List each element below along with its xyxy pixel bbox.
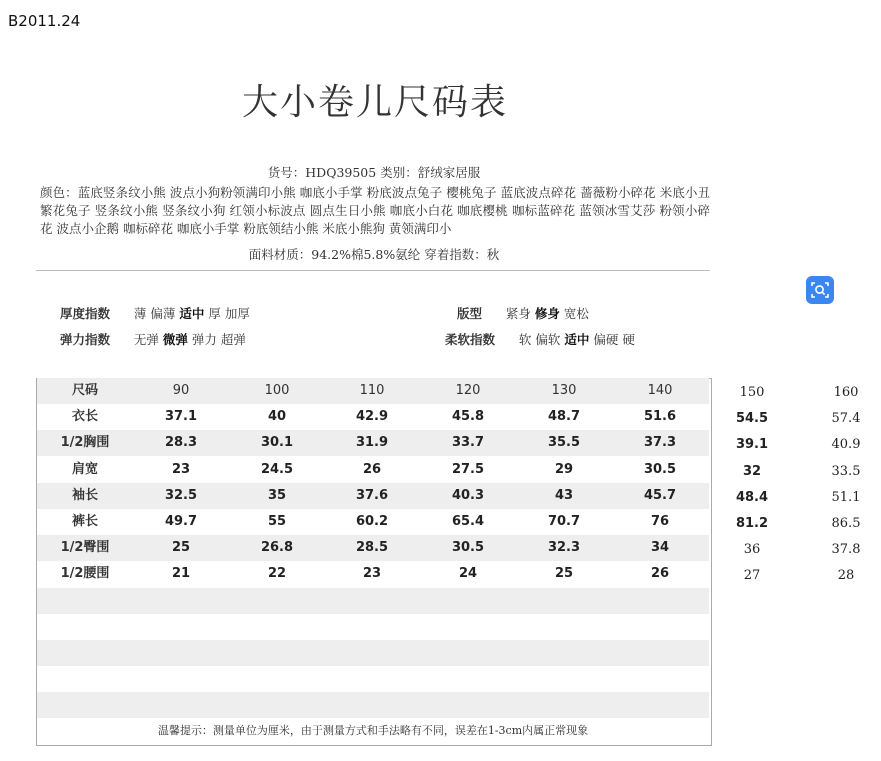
material-line: 面料材质：94.2%棉5.8%氨纶 穿着指数：秋 [248, 247, 500, 262]
table-header-size: 130 [551, 383, 577, 398]
table-row-label: 衣长 [71, 409, 98, 425]
attr-option: 偏薄 [150, 306, 176, 321]
attr-option-selected: 微弹 [162, 332, 188, 347]
attr-label: 弹力指数 [60, 332, 111, 347]
table-cell: 76 [650, 514, 670, 529]
table-cell: 70.7 [547, 514, 581, 529]
table-cell: 30.5 [643, 461, 677, 477]
table-cell: 37.3 [643, 435, 677, 451]
table-cell: 60.2 [355, 514, 389, 529]
table-row-label: 1/2臀围 [60, 540, 110, 556]
table-header-label: 尺码 [71, 383, 98, 398]
table-cell: 45.7 [643, 487, 677, 503]
table-cell: 27 [743, 568, 761, 584]
attr-thickness [60, 304, 250, 322]
table-cell: 40.3 [451, 487, 485, 503]
colors-line: 颜色：蓝底竖条纹小熊 波点小狗粉领满印小熊 咖底小手掌 粉底波点兔子 樱桃兔子 蓝底波点碎花 蔷薇粉小碎花 米底小丑 繁花兔子 竖条纹小熊 竖条纹小狗 红领小标波点 圆点生日小熊 咖底小白花 咖底樱桃 咖标蓝碎花 蓝领冰雪艾莎 粉领小碎花 波点小企鹅 咖标碎花 咖底小手掌 粉底领结小熊 米底小熊狗 黄领满印小 [40, 185, 710, 236]
attr-option: 偏硬 [593, 332, 619, 347]
table-cell: 30.1 [260, 435, 294, 451]
table-cell: 49.7 [164, 514, 198, 529]
attr-option: 偏软 [535, 332, 561, 347]
table-cell: 51.1 [831, 489, 861, 505]
table-header-size: 100 [264, 383, 290, 398]
table-cell: 40.9 [831, 437, 861, 453]
attr-softness [445, 330, 635, 348]
table-cell: 32 [742, 463, 762, 479]
table-cell: 29 [554, 461, 574, 477]
table-row [37, 588, 709, 614]
table-header-size: 140 [647, 383, 673, 398]
attr-label: 版型 [457, 306, 483, 321]
table-cell: 33.7 [451, 435, 485, 451]
table-header-size: 90 [172, 383, 190, 398]
attr-option: 厚 [208, 306, 221, 321]
scan-search-button[interactable] [806, 276, 834, 304]
table-cell: 35 [267, 487, 287, 503]
measurement-tip: 温馨提示：测量单位为厘米，由于测量方式和手法略有不同，误差在1-3cm内属正常现象 [157, 724, 589, 737]
table-header-size: 150 [739, 385, 765, 400]
table-cell: 48.4 [735, 489, 769, 505]
table-cell: 37.8 [831, 542, 861, 558]
scan-search-icon [810, 280, 830, 300]
attr-option-selected: 适中 [564, 332, 590, 347]
table-header-size: 110 [359, 383, 385, 398]
table-cell: 26 [362, 461, 382, 477]
attr-option: 薄 [133, 306, 147, 321]
table-cell: 22 [267, 566, 287, 582]
table-cell: 28 [837, 568, 855, 584]
table-cell: 39.1 [735, 437, 769, 453]
attr-option: 弹力 [191, 332, 217, 347]
attr-option: 加厚 [224, 306, 250, 321]
table-cell: 43 [554, 487, 574, 503]
table-cell: 42.9 [355, 409, 389, 425]
table-row [37, 640, 709, 666]
table-cell: 23 [362, 566, 382, 582]
table-cell: 57.4 [831, 411, 861, 427]
table-cell: 34 [650, 540, 670, 556]
table-cell: 25 [171, 540, 191, 556]
attr-option: 软 [518, 332, 532, 347]
table-cell: 30.5 [451, 540, 485, 556]
attr-label: 厚度指数 [60, 306, 111, 321]
table-cell: 32.3 [547, 540, 581, 556]
table-cell: 35.5 [547, 435, 581, 451]
table-row [37, 692, 709, 718]
table-cell: 36 [743, 542, 761, 558]
attr-fit [457, 304, 589, 322]
attr-option: 硬 [622, 332, 635, 347]
divider [36, 270, 710, 271]
table-cell: 31.9 [355, 435, 389, 451]
attr-option-selected: 适中 [179, 306, 205, 321]
attr-option: 宽松 [563, 306, 589, 321]
meta-line: 货号：HDQ39505 类别：舒绒家居服 [267, 165, 481, 180]
attr-label: 柔软指数 [445, 332, 496, 347]
table-cell: 33.5 [831, 463, 861, 479]
table-cell: 40 [267, 409, 287, 425]
table-cell: 25 [554, 566, 574, 582]
attr-option: 超弹 [220, 332, 246, 347]
table-cell: 81.2 [735, 516, 769, 531]
attr-option: 无弹 [133, 332, 159, 347]
table-row-label: 1/2腰围 [60, 566, 110, 582]
table-cell: 26 [650, 566, 670, 582]
table-cell: 28.5 [355, 540, 389, 556]
table-cell: 54.5 [735, 411, 769, 427]
attr-option-selected: 修身 [534, 306, 560, 321]
table-cell: 65.4 [451, 514, 485, 529]
table-cell: 86.5 [831, 516, 861, 531]
table-cell: 48.7 [547, 409, 581, 425]
table-row-label: 1/2胸围 [60, 435, 110, 451]
product-code: B2011.24 [8, 12, 81, 30]
table-cell: 21 [171, 566, 191, 582]
table-row-label: 肩宽 [71, 461, 98, 477]
table-cell: 24 [458, 566, 478, 582]
table-header-size: 160 [833, 385, 859, 400]
attr-elasticity [60, 330, 246, 348]
table-cell: 28.3 [164, 435, 198, 451]
table-row [37, 614, 709, 640]
table-row-label: 袖长 [71, 487, 98, 503]
table-cell: 32.5 [164, 487, 198, 503]
table-cell: 23 [171, 461, 191, 477]
table-cell: 37.6 [355, 487, 389, 503]
table-cell: 26.8 [260, 540, 294, 556]
table-cell: 45.8 [451, 409, 485, 425]
table-cell: 27.5 [451, 461, 485, 477]
attr-option: 紧身 [505, 306, 531, 321]
table-row-label: 裤长 [71, 514, 98, 529]
table-cell: 51.6 [643, 409, 677, 425]
page-title: 大小卷儿尺码表 [241, 82, 508, 123]
table-header-size: 120 [455, 383, 481, 398]
table-cell: 24.5 [260, 461, 294, 477]
table-cell: 55 [267, 514, 287, 529]
table-row [37, 666, 709, 692]
table-cell: 37.1 [164, 409, 198, 425]
